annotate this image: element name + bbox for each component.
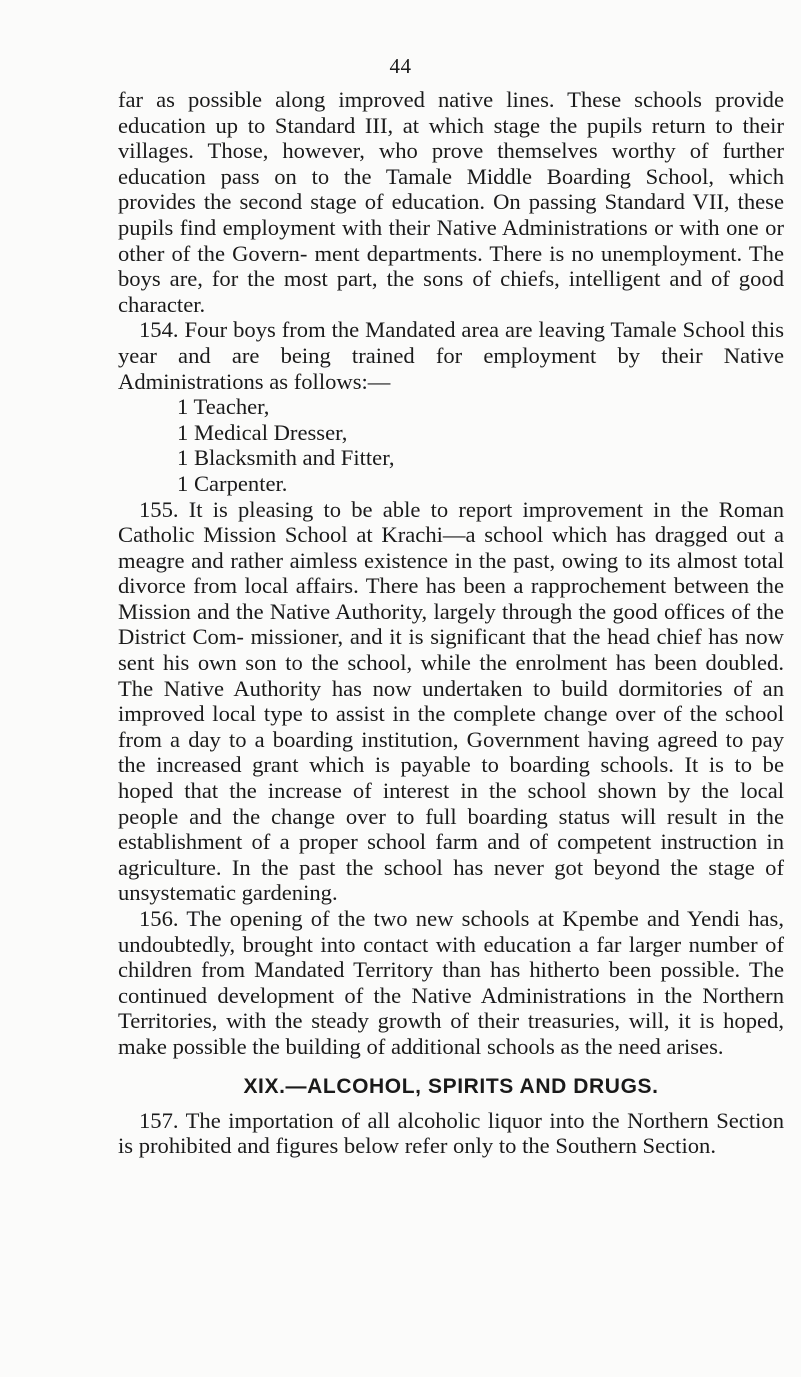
paragraph-continuation: far as possible along improved native lines. These schools provide education up to Standard III, at which stage the pupils return to their villages. Those, however, who prove themselves worthy of further education pass on to the Tamale Middle Boarding School, which provides the second stage of education. On passing Standard VII, these pupils find employment with their Native Administrations or with one or other of the Govern- ment departments. There is no unemployment. The boys are, for the most part, the sons of chiefs, intelligent and of good character.: [118, 87, 784, 317]
section-heading: XIX.—ALCOHOL, SPIRITS AND DRUGS.: [243, 1074, 659, 1098]
trainee-list: [118, 394, 784, 496]
paragraph-157: 157. The importation of all alcoholic liquor into the Northern Section is prohibited and figures below refer only to the Southern Section.: [118, 1107, 784, 1159]
paragraph-154: 154. Four boys from the Mandated area are leaving Tamale School this year and are being trained for employment by their Native Administrations as follows:—: [118, 317, 784, 394]
page-number: 44: [389, 54, 412, 78]
body-text: [118, 87, 784, 1159]
list-item: 1 Carpenter.: [177, 470, 288, 496]
list-item: 1 Teacher,: [177, 394, 270, 420]
list-item: 1 Blacksmith and Fitter,: [177, 445, 395, 471]
paragraph-155: 155. It is pleasing to be able to report improvement in the Roman Catholic Mission School at Krachi—a school which has dragged out a meagre and rather aimless existence in the past, owing to its almost total divorce from local affairs. There has been a rapprochement between the Mission and the Native Authority, largely through the good offices of the District Com- missioner, and it is significant that the head chief has now sent his own son to the school, while the enrolment has been doubled. The Native Authority has now undertaken to build dormitories of an improved local type to assist in the complete change over of the school from a day to a boarding institution, Government having agreed to pay the increased grant which is payable to boarding schools. It is to be hoped that the increase of interest in the school shown by the local people and the change over to full boarding status will result in the establishment of a proper school farm and of competent instruction in agriculture. In the past the school has never got beyond the stage of unsystematic gardening.: [118, 496, 784, 906]
list-item: 1 Medical Dresser,: [177, 419, 348, 445]
paragraph-156: 156. The opening of the two new schools at Kpembe and Yendi has, undoubtedly, brought into contact with education a far larger number of children from Mandated Territory than has hitherto been possible. The continued development of the Native Administrations in the Northern Territories, with the steady growth of their treasuries, will, it is hoped, make possible the building of additional schools as the need arises.: [118, 906, 784, 1059]
